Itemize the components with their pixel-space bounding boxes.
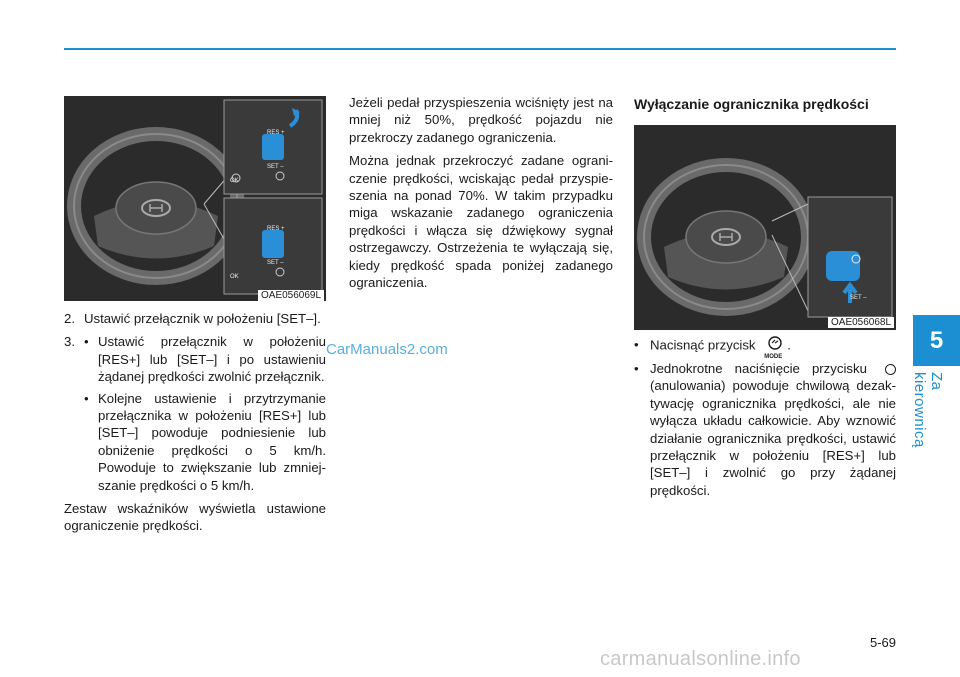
res-label-bottom: RES + (267, 226, 285, 232)
step-2-number: 2. (64, 311, 75, 326)
paragraph-1: Jeżeli pedał przyspieszenia wciśnięty jest na mniej niż 50%, prędkość pojazdu nie przekroczy zadanego ograniczenia. (349, 95, 613, 145)
steering-wheel-illustration-right (634, 125, 896, 330)
paragraph-2: Można jednak przekroczyć zadane ograniczenie prędkości, wciskając pedał przyspieszenia na ponad 70%. W takim przypadku miga wskazanie zadanego ograniczenia prędkości i włącza się dźwiękowy sygnał ostrzegawczy. Ostrzeżenia te wyłączają się, kiedy prędkość spada poniżej zadanego ograniczenia. (349, 153, 613, 291)
bullet-1: • Nacisnąć przycisk MODE . (634, 336, 896, 356)
bullet-dot: • (84, 390, 89, 406)
top-rule (64, 48, 896, 50)
closing-paragraph: Zestaw wskaźników wyświetla ustawione ograniczenie prędkości. (64, 501, 326, 534)
watermark-carmanuals: CarManuals2.com (326, 341, 448, 358)
ok-label-top: OK (230, 178, 239, 184)
column-3 (634, 336, 896, 499)
step-3-number: 3. (64, 334, 75, 350)
cancel-button-icon (885, 364, 896, 375)
bullet-dot: • (634, 361, 639, 376)
bullet-dot: • (634, 337, 639, 352)
chapter-tab[interactable]: 5 (913, 315, 960, 366)
figure-code-right: OAE056068L (828, 317, 894, 328)
steering-wheel-figure-right (634, 125, 896, 330)
bullet-1-text: Nacisnąć przycisk (650, 337, 756, 353)
res-label-top: RES + (267, 130, 285, 136)
step-3-sub (84, 390, 326, 494)
step-3 (64, 333, 326, 385)
steering-wheel-figure-left (64, 96, 326, 301)
bullet-2-text-b: (anulowania) powoduje chwilową dezaktywację ogranicznika prędkości, ale nie wyłącza układu całkowicie. Aby wznowić działanie ogranicznika prędkości, ustawić przełącznik w położeniu [RES+] lub [SET–] i zwolnić go przy żądanej prędkości. (650, 378, 896, 498)
column-2 (349, 94, 613, 297)
bullet-dot: • (84, 334, 89, 350)
set-label-right: SET – (850, 295, 867, 301)
section-heading: Wyłączanie ogranicznika prędkości (634, 96, 869, 112)
set-label-bottom: SET – (267, 260, 284, 266)
step-3-bullet-1: Ustawić przełącznik w położeniu [RES+] lub [SET–] i po ustawieniu żądanej prędkości zwolnić przełącznik. (98, 334, 326, 385)
ok-label-bottom: OK (230, 274, 239, 280)
mode-icon-label: MODE (764, 354, 783, 360)
step-2-text: Ustawić przełącznik w położeniu [SET–]. (84, 311, 321, 326)
step-3-bullet-2: Kolejne ustawienie i przytrzymanie przełącznika w położeniu [RES+] lub [SET–] powoduje podniesienie lub obniżenie prędkości o 5 km/h. Powoduje to zwiększanie lub zmniejszanie prędkości o 5 km/h. (98, 390, 326, 493)
page-number: 5-69 (869, 635, 896, 650)
step-2 (64, 310, 326, 327)
chapter-title: Za kierownicą (911, 372, 945, 448)
steering-wheel-illustration (64, 96, 326, 301)
column-1 (64, 310, 326, 541)
mode-button-icon (763, 336, 787, 360)
watermark-online: carmanualsonline.info (600, 648, 801, 670)
set-label-top: SET – (267, 164, 284, 170)
bullet-2-text-a: Jednokrotne naciśnięcie przycisku (650, 361, 867, 376)
bullet-2 (634, 360, 896, 499)
figure-code-left: OAE056069L (258, 290, 324, 301)
